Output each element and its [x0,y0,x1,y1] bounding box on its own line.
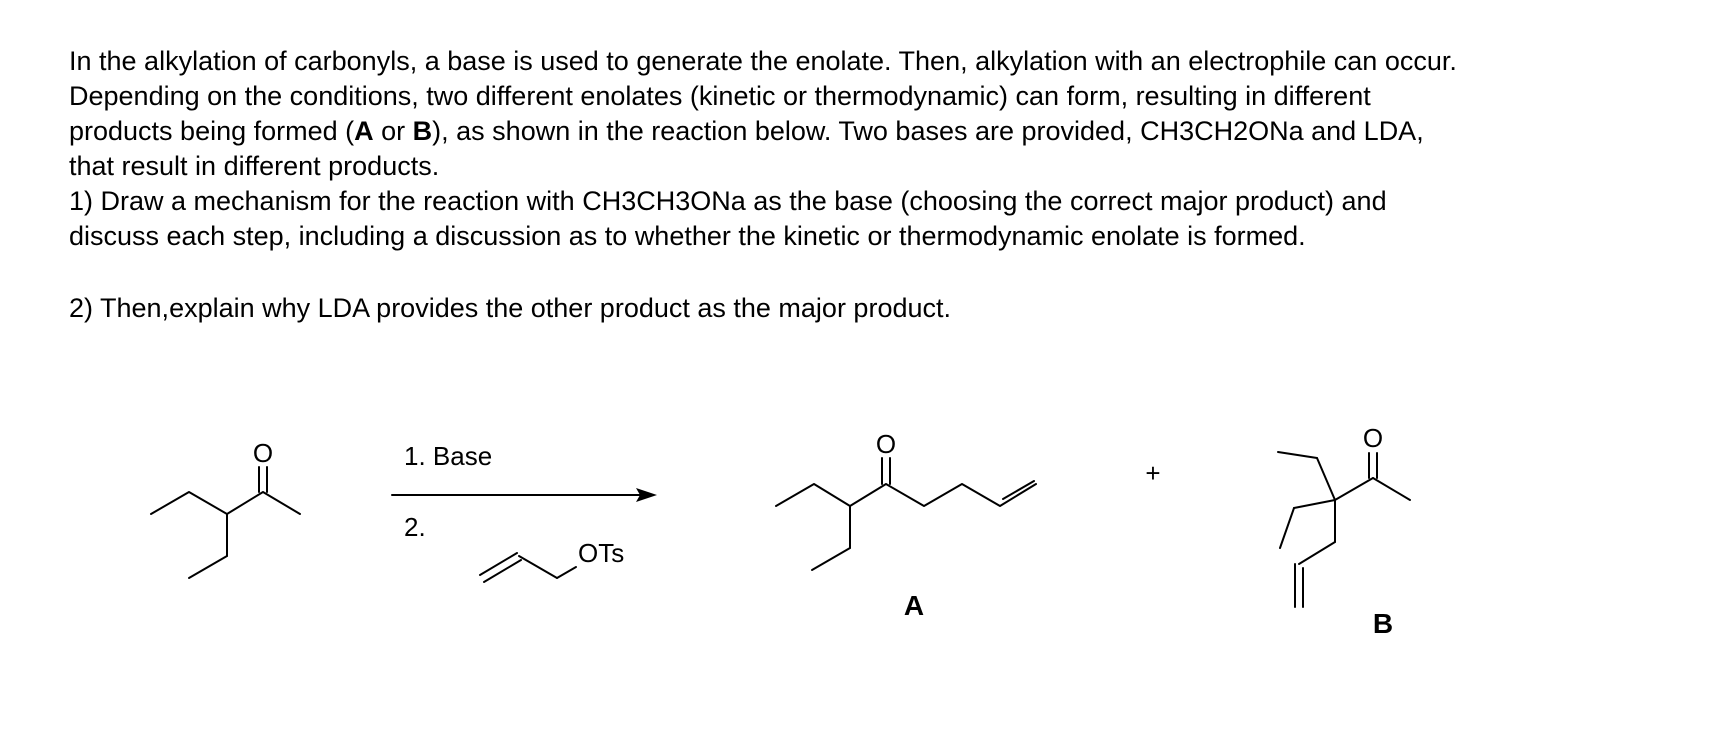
pb-ethyl-top-bond-1 [1278,452,1317,458]
pb-ethyl-left-bond-1 [1294,500,1335,508]
intro-line-3-end: ), as shown in the reaction below. Two bases are provided, CH3CH2ONa and LDA, [432,116,1424,146]
sm-skeleton-bonds [151,492,300,514]
tosylate-label: OTs [578,538,625,568]
or-text: or [373,116,413,146]
reagent-step-2: 2. [404,512,426,542]
pa-oxygen-label: O [875,429,897,459]
product-a [776,429,1036,621]
intro-line-1: In the alkylation of carbonyls, a base is used to generate the enolate. Then, alkylation with an electrophile can occur. [69,46,1457,76]
product-b-ref: B [412,116,433,146]
product-b-label: B [1372,608,1394,639]
sm-oxygen-label: O [252,438,274,468]
pa-skeleton-bonds [776,484,1036,506]
pb-ethyl-left-bond-2 [1280,508,1294,548]
question-1-line-2: discuss each step, including a discussion as to whether the kinetic or thermodynamic enolate is formed. [69,221,1306,251]
pa-ethyl-bond-2 [812,548,850,570]
starting-material [151,438,300,578]
intro-line-4: that result in different products. [69,151,440,181]
pb-ethyl-top-bond-2 [1317,458,1335,500]
plus-sign: + [1145,458,1161,488]
question-1-line-1: 1) Draw a mechanism for the reaction with CH3CH3ONa as the base (choosing the correct major product) and [69,186,1387,216]
reaction-arrow-group [392,441,657,582]
pb-oxygen-label: O [1362,423,1384,453]
product-a-label: A [903,590,925,621]
question-2: 2) Then,explain why LDA provides the other product as the major product. [69,293,951,323]
reagent-step-1: 1. Base [404,441,493,471]
allyl-tosylate [480,538,624,582]
pb-carbonyl-to-methyl [1373,478,1410,500]
allyl-o-bond [557,567,576,578]
intro-line-2: Depending on the conditions, two different enolates (kinetic or thermodynamic) can form, resulting in different [69,81,1371,111]
pb-allyl-bond-2 [1299,542,1335,564]
allyl-double-bond-2 [484,560,521,582]
pa-double-bond-inner [1003,481,1034,499]
product-a-ref: A [354,116,374,146]
allyl-single-bond [519,556,557,578]
allyl-double-bond-1 [480,553,517,575]
intro-line-3-start: products being formed ( [69,116,355,146]
product-b [1278,423,1410,639]
sm-ethyl-bond-2 [189,556,227,578]
pb-quat-to-carbonyl [1335,478,1373,500]
